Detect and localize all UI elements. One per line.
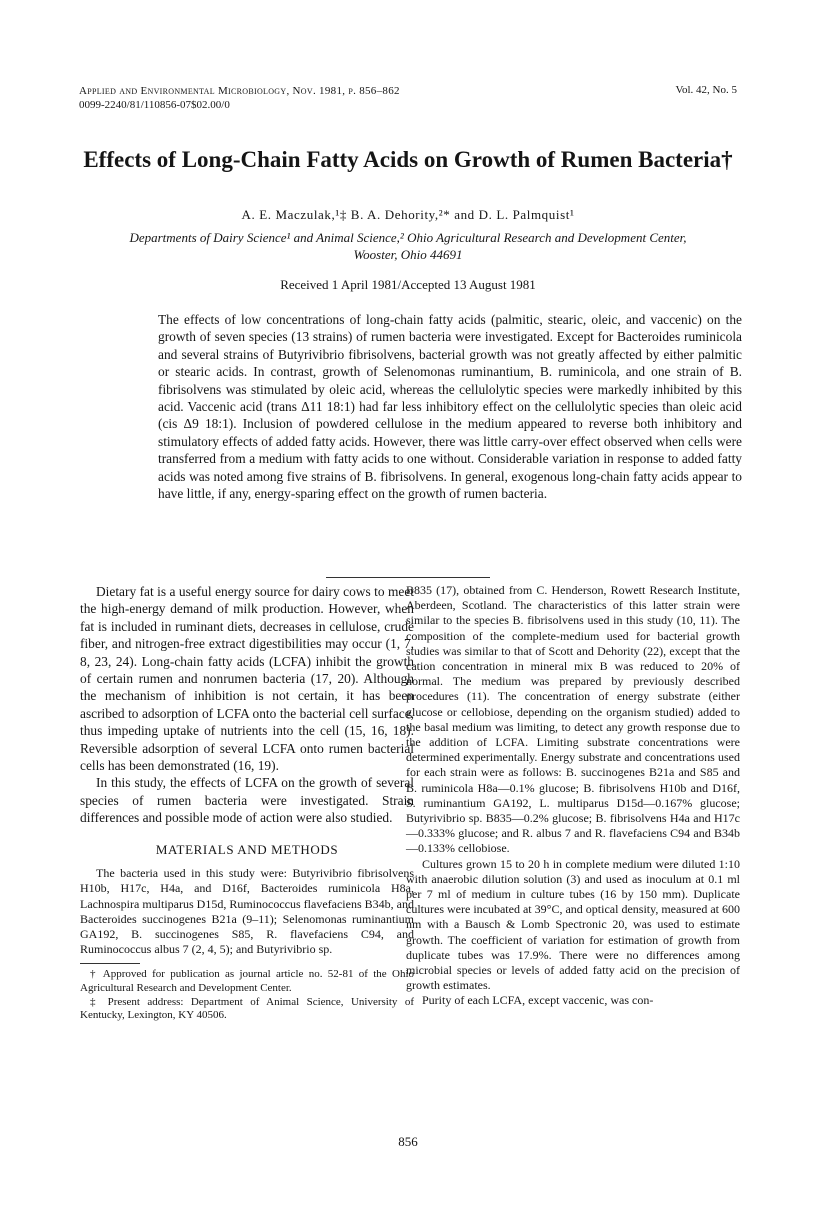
article-code: 0099-2240/81/110856-07$02.00/0 xyxy=(79,99,230,111)
divider xyxy=(326,577,490,578)
received-dates: Received 1 April 1981/Accepted 13 August 1981 xyxy=(280,277,536,292)
affiliation-line-2: Wooster, Ohio 44691 xyxy=(353,247,463,262)
author-list: A. E. Maczulak,¹‡ B. A. Dehority,²* and D. L. Palmquist¹ xyxy=(241,207,575,222)
intro-paragraph-2: In this study, the effects of LCFA on the growth of several species of rumen bacteria were investigated. Strain differences and possible mode of action were also studied. xyxy=(80,775,414,826)
left-column xyxy=(80,583,414,1023)
affiliation xyxy=(60,229,756,263)
methods-paragraph-1: The bacteria used in this study were: Butyrivibrio fibrisolvens H10b, H17c, H4a, and D16f, Bacteroides ruminicola H8a, Lachnospira multiparus D15d, Ruminococcus flavefaciens B34b, and Bacteroides succinogenes B21a (9–11); Selenomonas ruminantium GA192, B. succinogenes S85, R. flavefaciens C94, and Ruminococcus albus 7 (2, 4, 5); and Butyrivibrio sp. xyxy=(80,866,414,957)
right-column xyxy=(406,583,740,1009)
footnote-divider xyxy=(80,963,140,964)
page-number: 856 xyxy=(398,1134,418,1149)
footnote-approval: † Approved for publication as journal article no. 52-81 of the Ohio Agricultural Research and Development Center. xyxy=(80,968,414,994)
methods-paragraph-4: Purity of each LCFA, except vaccenic, was con- xyxy=(422,993,654,1008)
journal-citation: Applied and Environmental Microbiology, Nov. 1981, p. 856–862 xyxy=(79,85,400,97)
affiliation-line-1: Departments of Dairy Science¹ and Animal Science,² Ohio Agricultural Research and Development Center, xyxy=(129,230,687,245)
intro-paragraph-1: Dietary fat is a useful energy source for dairy cows to meet the high-energy demand of milk production. However, when fat is included in ruminant diets, decreases in cellulose, crude fiber, and nitrogen-free extract digestibilities may occur (1, 7, 8, 23, 24). Long-chain fatty acids (LCFA) inhibit the growth of certain rumen and nonrumen bacteria (17, 20). Although the mechanism of inhibition is not certain, it has been ascribed to adsorption of LCFA onto the bacterial cell surface, thus impeding uptake of nutrients into the cell (15, 16, 18). Reversible adsorption of several LCFA onto rumen bacterial cells has been demonstrated (16, 19). xyxy=(80,584,414,774)
methods-paragraph-2: B835 (17), obtained from C. Henderson, Rowett Research Institute, Aberdeen, Scotland. The characteristics of this latter strain were similar to the species B. fibrisolvens used in this study (10, 11). The composition of the complete-medium used for bacterial growth studies was similar to that of Scott and Dehority (22), except that the cation concentration in mineral mix B was reduced to 20% of normal. The medium was prepared by previously described procedures (11). The concentration of energy substrate (either glucose or cellobiose, depending on the organism studied) added to the basal medium was limiting, to detect any growth response due to the addition of LCFA. Limiting substrate concentrations were determined experimentally. Energy substrate and concentrations used for each strain were as follows: B. succinogenes B21a and S85 and B. ruminicola H8a—0.1% glucose; B. fibrisolvens H10b and D16f, S. ruminantium GA192, L. multiparus D15d—0.167% glucose; Butyrivibrio sp. B835—0.2% glucose; B. fibrisolvens H4a and H17c—0.333% glucose; and R. albus 7 and R. flavefaciens C94 and B34b—0.133% cellobiose. xyxy=(406,583,740,856)
volume-info: Vol. 42, No. 5 xyxy=(675,84,737,96)
footnotes xyxy=(80,968,414,1022)
article-title: Effects of Long-Chain Fatty Acids on Growth of Rumen Bacteria† xyxy=(83,147,733,172)
section-heading: MATERIALS AND METHODS xyxy=(155,841,339,857)
methods-paragraph-3: Cultures grown 15 to 20 h in complete medium were diluted 1:10 with anaerobic dilution solution (3) and used as inoculum at 0.1 ml per 7 ml of medium in culture tubes (16 by 150 mm). Duplicate cultures were incubated at 39°C, and optical density, measured at 600 nm with a Bausch & Lomb Spectronic 20, was used to estimate growth. The coefficient of variation for estimation of growth from duplicate tubes was 17.9%. There were no differences among microbial species or levels of added fatty acid on the precision of growth estimates. xyxy=(406,856,740,993)
abstract: The effects of low concentrations of long-chain fatty acids (palmitic, stearic, oleic, and vaccenic) on the growth of seven species (13 strains) of rumen bacteria were investigated. Except for Bacteroides ruminicola and several strains of Butyrivibrio fibrisolvens, bacterial growth was not greatly affected by either palmitic or stearic acids. In contrast, growth of Selenomonas ruminantium, B. ruminicola, and one strain of B. fibrisolvens was stimulated by oleic acid, whereas the cellulolytic species were markedly inhibited by this acid. Vaccenic acid (trans Δ11 18:1) had far less inhibitory effect on the cellulolytic species than oleic acid (cis Δ9 18:1). Inclusion of powdered cellulose in the medium appeared to reverse both inhibitory and stimulatory effects of added fatty acids. However, there was little carry-over effect observed when cells were transferred from a medium with fatty acids to one without. Considerable variation in response to added fatty acids was noted among five strains of B. fibrisolvens. In general, exogenous long-chain fatty acids appear to have little, if any, energy-sparing effect on the growth of rumen bacteria. xyxy=(158,312,742,502)
running-header xyxy=(79,84,400,112)
footnote-address: ‡ Present address: Department of Animal Science, University of Kentucky, Lexington, KY 40506. xyxy=(80,995,414,1022)
